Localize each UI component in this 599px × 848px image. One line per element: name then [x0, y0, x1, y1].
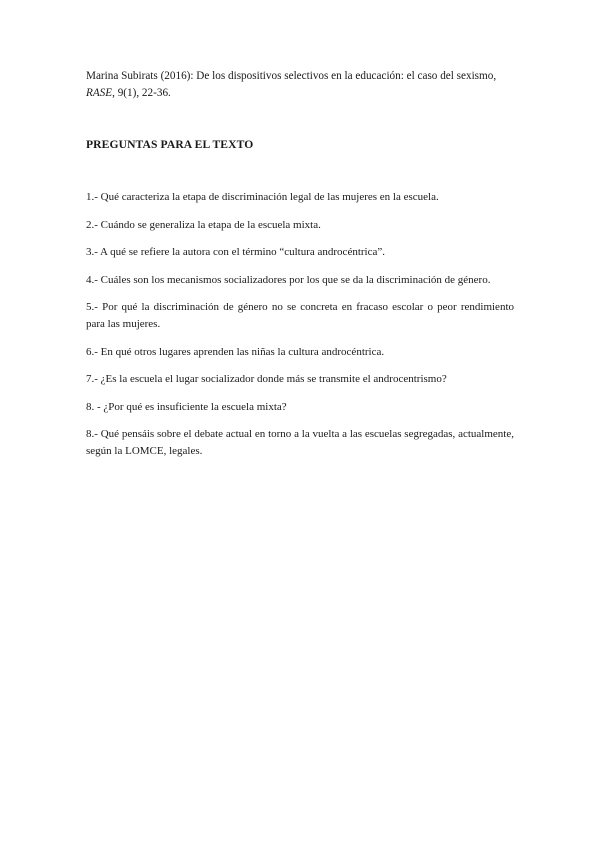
question-item: 4.- Cuáles son los mecanismos socializadores por los que se da la discriminación de género.	[86, 273, 491, 286]
question-item: 1.- Qué caracteriza la etapa de discriminación legal de las mujeres en la escuela.	[86, 191, 439, 203]
question-item: 6.- En qué otros lugares aprenden las niñas la cultura androcéntrica.	[86, 345, 385, 358]
question-item: 8. - ¿Por qué es insuficiente la escuela mixta?	[86, 400, 287, 413]
question-list	[86, 189, 514, 471]
citation-rest: , 9(1), 22-36.	[112, 87, 171, 99]
question-item: 8.- Qué pensáis sobre el debate actual en torno a la vuelta a las escuelas segregadas, actualmente, según la LOMCE, legales.	[86, 428, 514, 457]
citation-lead: Marina Subirats (2016): De los dispositivos selectivos en la educación: el caso del sexismo,	[86, 70, 497, 82]
question-item: 7.- ¿Es la escuela el lugar socializador donde más se transmite el androcentrismo?	[86, 373, 447, 385]
question-item: 2.- Cuándo se generaliza la etapa de la escuela mixta.	[86, 218, 321, 231]
question-item: 5.- Por qué la discriminación de género no se concreta en fracaso escolar o peor rendimiento para las mujeres.	[86, 301, 514, 330]
question-item: 3.- A qué se refiere la autora con el término “cultura androcéntrica”.	[86, 246, 385, 258]
citation	[86, 68, 514, 102]
document-page	[86, 68, 514, 457]
section-heading: PREGUNTAS PARA EL TEXTO	[86, 138, 254, 151]
citation-journal: RASE	[86, 87, 113, 99]
